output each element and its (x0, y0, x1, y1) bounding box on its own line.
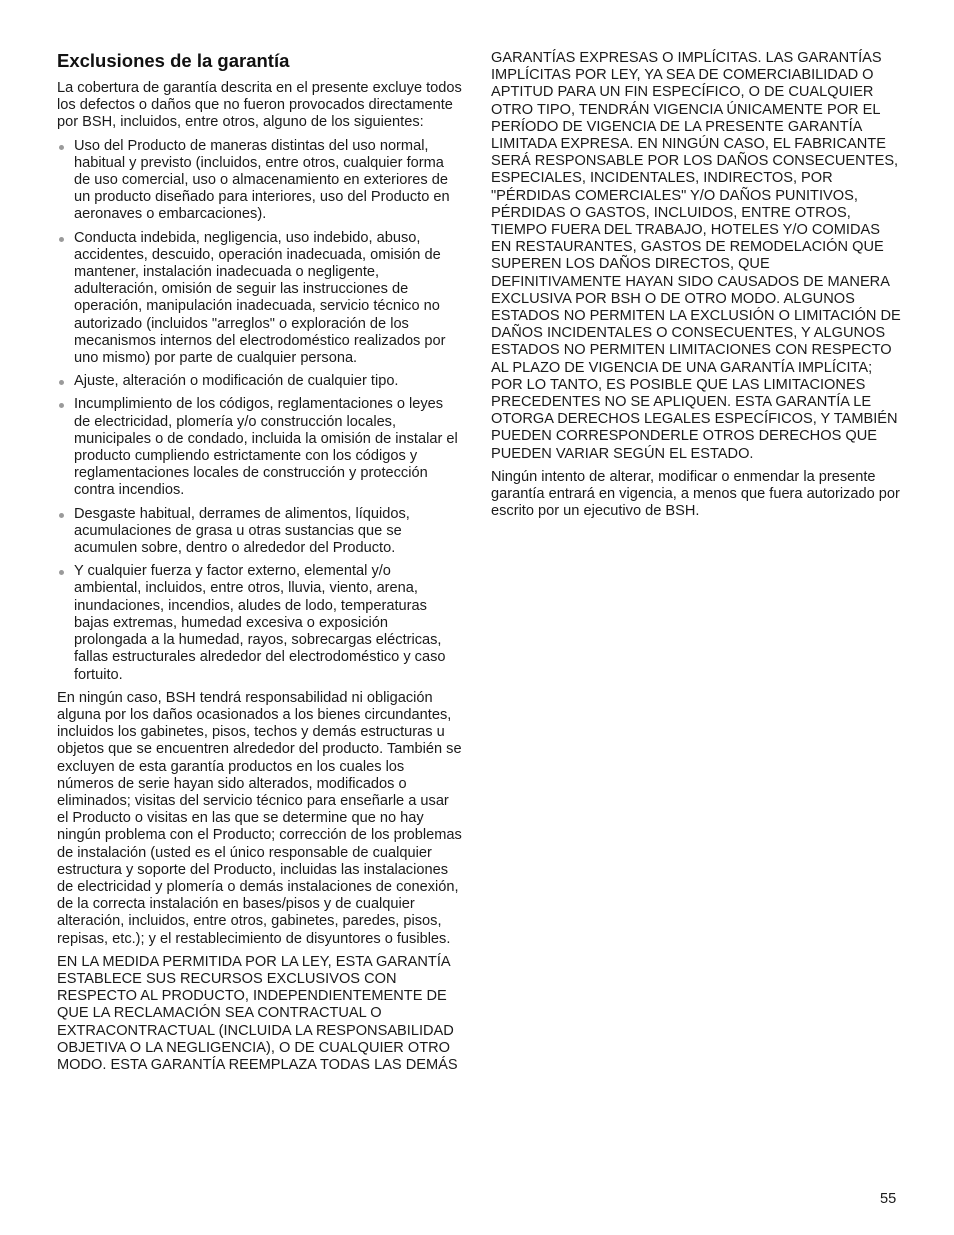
bullet-icon (59, 570, 64, 575)
list-item-text: Ajuste, alteración o modificación de cualquier tipo. (74, 373, 399, 390)
bsh-liability-paragraph: En ningún caso, BSH tendrá responsabilidad ni obligación alguna por los daños ocasionados a los bienes circundantes, incluidos los gabinetes, pisos, techos y demás estructuras u objetos que se encuentren alrededor del producto. También se excluyen de esta garantía productos en los cuales los números de serie hayan sido alterados, modificados o eliminados; visitas del servicio técnico para enseñarle a usar el Producto o visitas en las que se determine que no hay ningún problema con el Producto; corrección de los problemas de instalación (usted es el único responsable de cualquier estructura y soporte del Producto, incluidas las instalaciones de electricidad y plomería o demás instalaciones de conexión, de la correcta instalación en bases/pisos y de cualquier alteración, incluidos, entre otros, gabinetes, paredes, pisos, repisas, etc.); y el restablecimiento de disyuntores o fusibles. (57, 689, 462, 947)
list-item (57, 506, 462, 558)
list-item-text: Y cualquier fuerza y factor externo, elemental y/o ambiental, incluidos, entre otros, lluvia, viento, arena, inundaciones, incendios, aludes de lodo, temperaturas bajas extremas, humedad excesiva o exposición prolongada a la humedad, rayos, sobrecargas eléctricas, fallas estructurales alrededor del electrodoméstico y caso fortuito. (74, 563, 446, 683)
bullet-icon (59, 403, 64, 408)
bullet-icon (59, 513, 64, 518)
list-item (57, 396, 462, 499)
exclusions-list (57, 138, 462, 684)
right-column (491, 50, 901, 526)
legal-caps-paragraph-cont: GARANTÍAS EXPRESAS O IMPLÍCITAS. LAS GARANTÍAS IMPLÍCITAS POR LEY, YA SEA DE COMERCIABILIDAD O APTITUD PARA UN FIN ESPECÍFICO, O DE CUALQUIER OTRO TIPO, TENDRÁN VIGENCIA ÚNICAMENTE POR EL PERÍODO DE VIGENCIA DE LA PRESENTE GARANTÍA LIMITADA EXPRESA. EN NINGÚN CASO, EL FABRICANTE SERÁ RESPONSABLE POR LOS DAÑOS CONSECUENTES, ESPECIALES, INCIDENTALES, INDIRECTOS, POR "PÉRDIDAS COMERCIALES" Y/O DAÑOS PUNITIVOS, PÉRDIDAS O GASTOS, INCLUIDOS, ENTRE OTROS, TIEMPO FUERA DEL TRABAJO, HOTELES Y/O COMIDAS EN RESTAURANTES, GASTOS DE REMODELACIÓN QUE SUPEREN LOS DAÑOS DIRECTOS, QUE DEFINITIVAMENTE HAYAN SIDO CAUSADOS DE MANERA EXCLUSIVA POR BSH O DE OTRO MODO. ALGUNOS ESTADOS NO PERMITEN LA EXCLUSIÓN O LIMITACIÓN DE DAÑOS INCIDENTALES O CONSECUENTES, Y ALGUNOS ESTADOS NO PERMITEN LIMITACIONES CON RESPECTO AL PLAZO DE VIGENCIA DE UNA GARANTÍA IMPLÍCITA; POR LO TANTO, ES POSIBLE QUE LAS LIMITACIONES PRECEDENTES NO SE APLIQUEN. ESTA GARANTÍA LE OTORGA DERECHOS LEGALES ESPECÍFICOS, Y TAMBIÉN PUEDEN CORRESPONDERLE OTROS DERECHOS QUE PUEDEN VARIAR SEGÚN EL ESTADO. (491, 50, 901, 462)
list-item (57, 230, 462, 368)
left-column (57, 50, 462, 1080)
intro-paragraph: La cobertura de garantía descrita en el presente excluye todos los defectos o daños que no fueron provocados directamente por BSH, incluidos, entre otros, alguno de los siguientes: (57, 80, 462, 131)
bullet-icon (59, 237, 64, 242)
list-item-text: Conducta indebida, negligencia, uso indebido, abuso, accidentes, descuido, operación inadecuada, omisión de mantener, instalación inadecuada o negligente, adulteración, omisión de seguir las instrucciones de operación, manipulación inadecuada, servicio técnico no autorizado (incluidos "arreglos" o exploración de los mecanismos internos del electrodoméstico realizados por uno mismo) por parte de cualquier persona. (74, 229, 446, 367)
list-item-text: Uso del Producto de maneras distintas del uso normal, habitual y previsto (incluidos, entre otros, cualquier forma de uso comercial, uso o almacenamiento en exteriores de un producto diseñado para interiores, uso del Producto en aeronaves o embarcaciones). (74, 137, 450, 223)
list-item (57, 373, 462, 390)
section-heading: Exclusiones de la garantía (57, 50, 290, 71)
list-item-text: Incumplimiento de los códigos, reglamentaciones o leyes de electricidad, plomería y/o construcción locales, municipales o de condado, incluida la omisión de instalar el producto cumpliendo estrictamente con los códigos y reglamentaciones locales de construcción y protección contra incendios. (74, 396, 458, 499)
list-item (57, 563, 462, 683)
bullet-icon (59, 145, 64, 150)
final-paragraph: Ningún intento de alterar, modificar o enmendar la presente garantía entrará en vigencia, a menos que fuera autorizado por escrito por un ejecutivo de BSH. (491, 468, 900, 520)
page-number: 55 (880, 1191, 897, 1207)
list-item (57, 138, 462, 224)
legal-caps-paragraph-start: EN LA MEDIDA PERMITIDA POR LA LEY, ESTA GARANTÍA ESTABLECE SUS RECURSOS EXCLUSIVOS CON RESPECTO AL PRODUCTO, INDEPENDIENTEMENTE DE QUE LA RECLAMACIÓN SEA CONTRACTUAL O EXTRACONTRACTUAL (INCLUIDA LA RESPONSABILIDAD OBJETIVA O LA NEGLIGENCIA), O DE CUALQUIER OTRO MODO. ESTA GARANTÍA REEMPLAZA TODAS LAS DEMÁS (57, 953, 458, 1073)
bullet-icon (59, 380, 64, 385)
list-item-text: Desgaste habitual, derrames de alimentos, líquidos, acumulaciones de grasa u otras sustancias que se acumulen sobre, dentro o alrededor del Producto. (74, 505, 410, 557)
